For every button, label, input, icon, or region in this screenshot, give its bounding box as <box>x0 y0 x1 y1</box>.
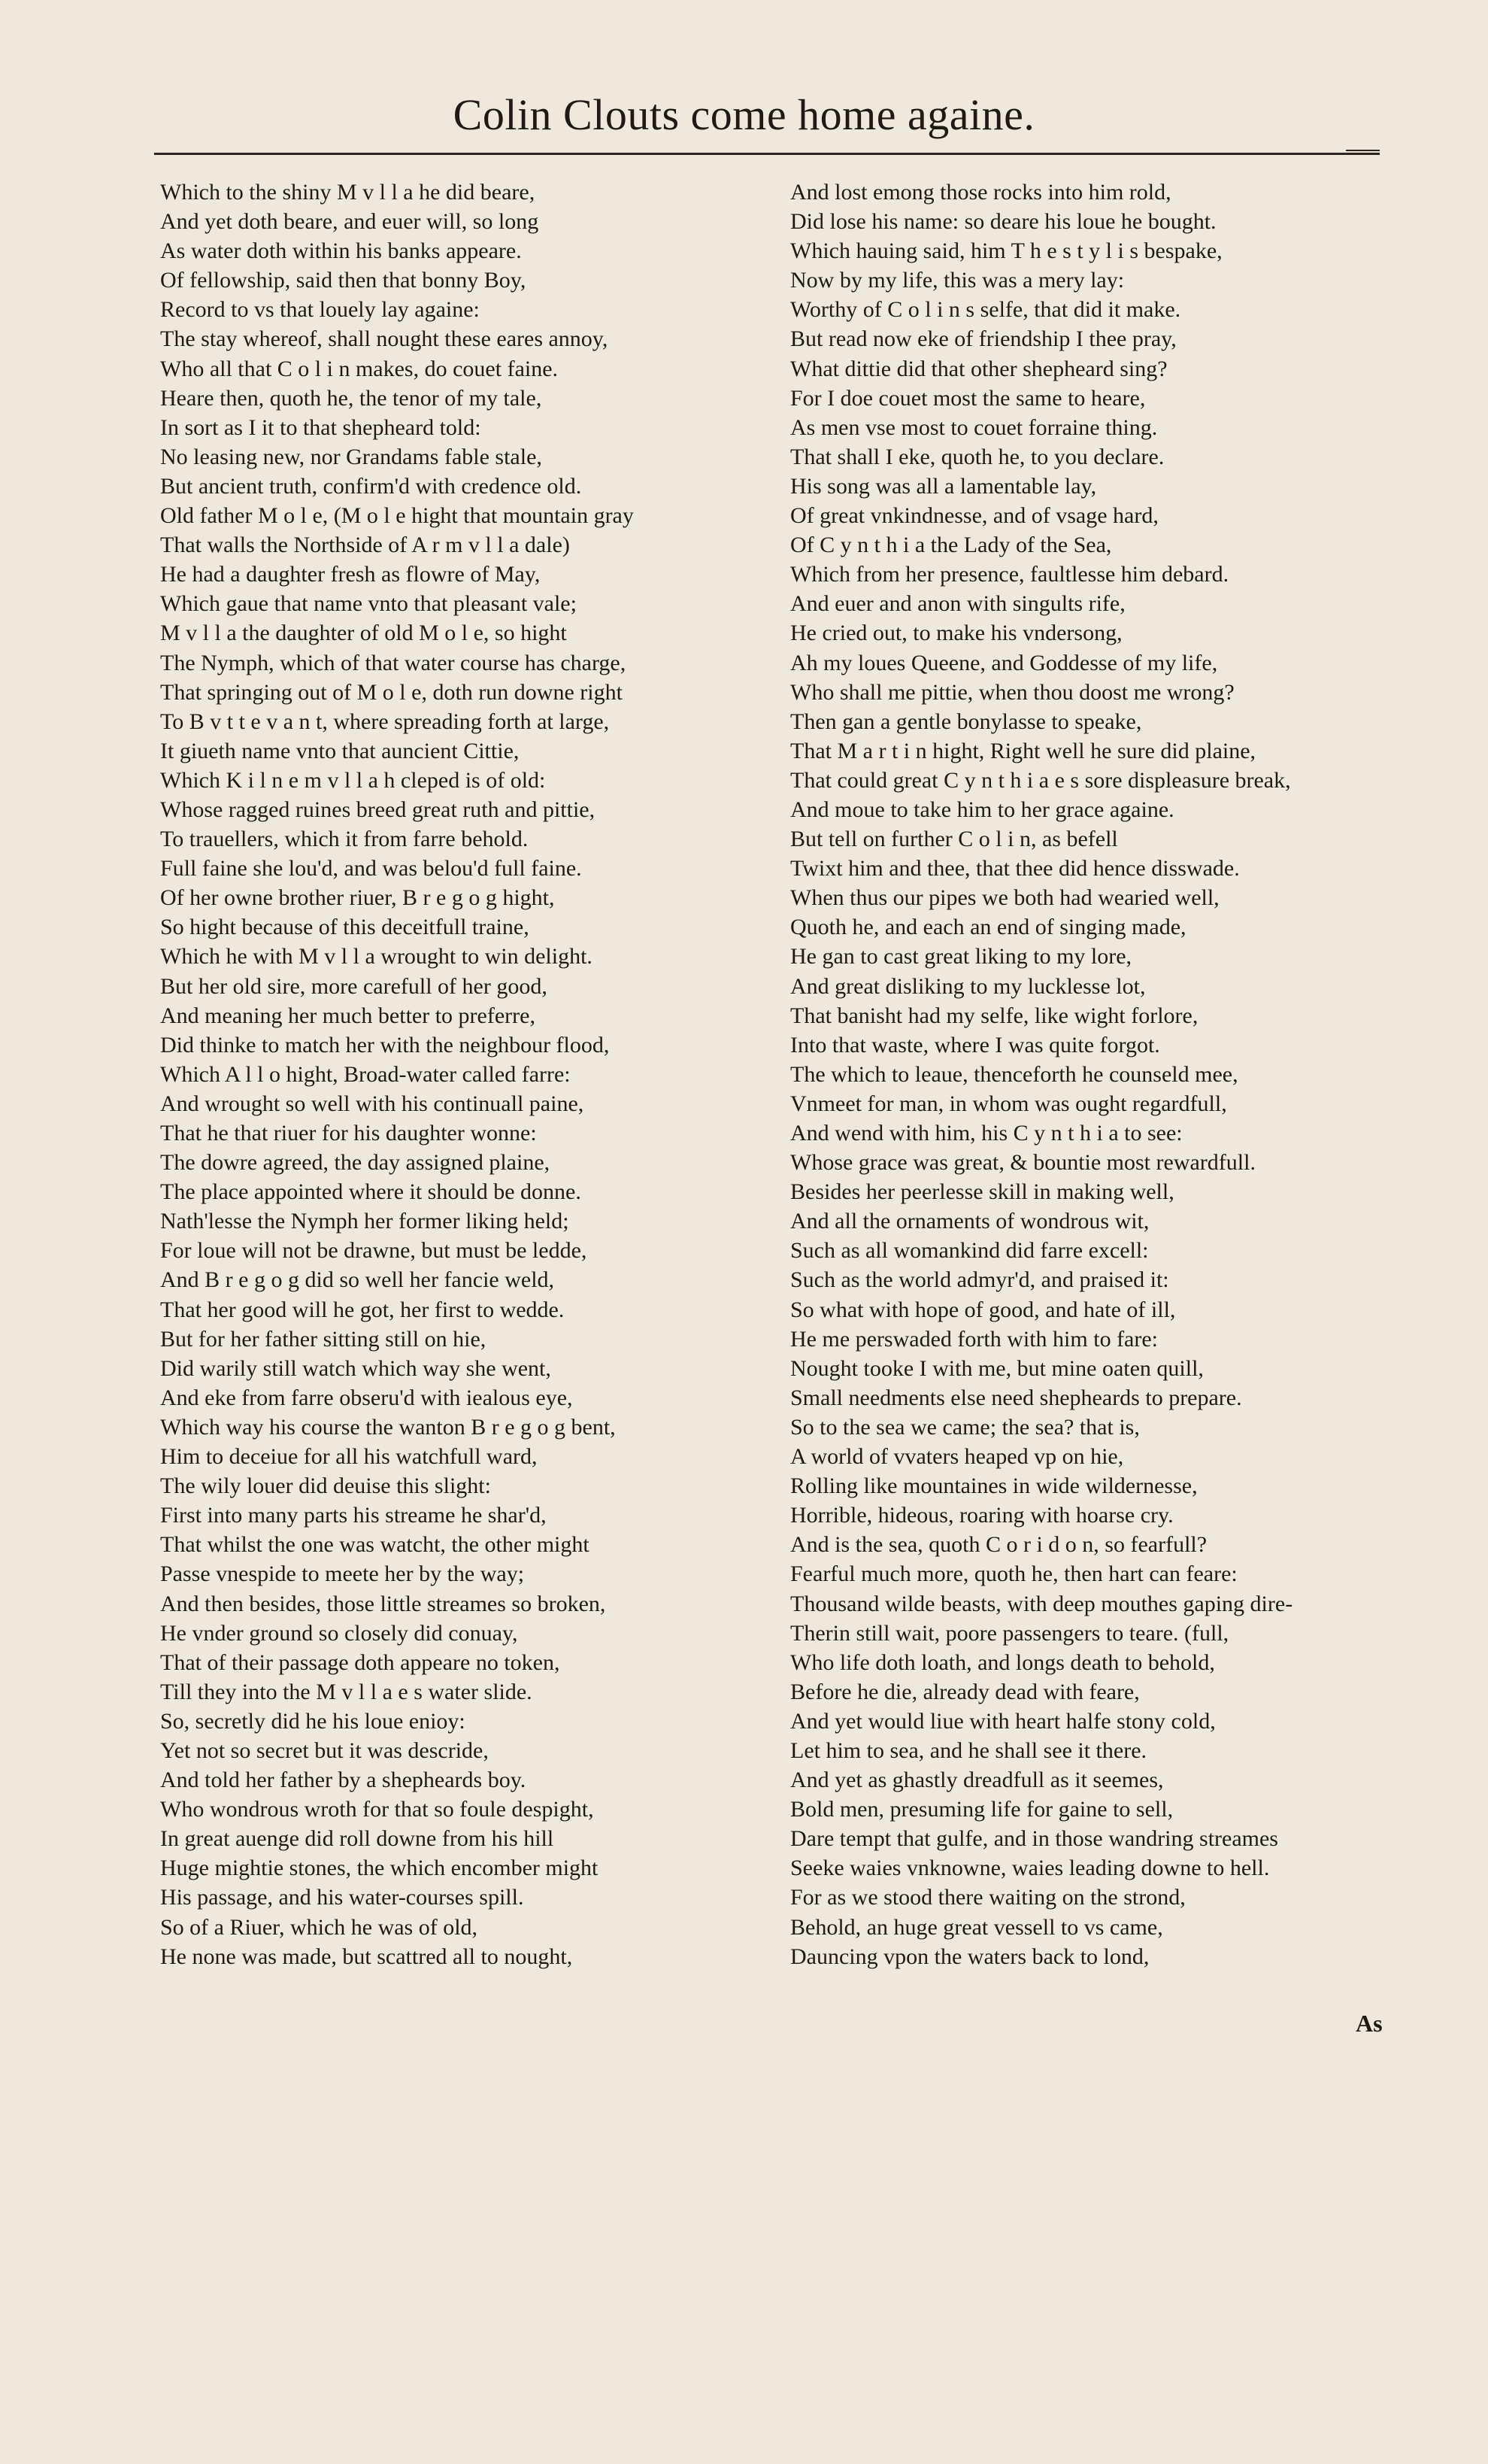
verse-line: That her good will he got, her first to wedde. <box>160 1297 565 1322</box>
verse-line: And is the sea, quoth C o r i d o n, so fearfull? <box>790 1532 1208 1558</box>
verse-line: Let him to sea, and he shall see it there. <box>790 1737 1147 1763</box>
verse-line: So to the sea we came; the sea? that is, <box>790 1414 1140 1440</box>
verse-line: In sort as I it to that shepheard told: <box>160 414 481 440</box>
verse-line: Which gaue that name vnto that pleasant vale; <box>160 591 577 617</box>
verse-line: But ancient truth, confirm'd with credence old. <box>160 473 582 499</box>
verse-line: And euer and anon with singults rife, <box>790 591 1126 617</box>
verse-line: Of her owne brother riuer, B r e g o g hight, <box>160 885 555 911</box>
title-rule <box>154 153 1380 155</box>
verse-line: Who shall me pittie, when thou doost me wrong? <box>790 679 1235 705</box>
verse-line: But tell on further C o l i n, as befell <box>790 827 1118 852</box>
verse-line: Huge mightie stones, the which encomber might <box>160 1856 599 1881</box>
verse-line: And B r e g o g did so well her fancie weld, <box>160 1267 555 1293</box>
verse-line: Worthy of C o l i n s selfe, that did it make. <box>790 297 1181 323</box>
verse-line: That walls the Northside of A r m v l l a dale) <box>160 533 570 558</box>
verse-line: Bold men, presuming life for gaine to sell, <box>790 1797 1174 1822</box>
verse-line: Of great vnkindnesse, and of vsage hard, <box>790 503 1159 529</box>
verse-line: But read now eke of friendship I thee pray, <box>790 326 1177 352</box>
verse-line: Before he die, already dead with feare, <box>790 1679 1140 1704</box>
verse-line: But her old sire, more carefull of her good, <box>160 973 547 999</box>
verse-line: The dowre agreed, the day assigned plaine, <box>160 1150 550 1176</box>
verse-line: It giueth name vnto that auncient Cittie, <box>160 738 520 763</box>
verse-line: His passage, and his water-courses spill. <box>160 1885 524 1910</box>
verse-line: No leasing new, nor Grandams fable stale, <box>160 444 542 469</box>
verse-line: Seeke waies vnknowne, waies leading downe to hell. <box>790 1856 1270 1881</box>
verse-line: Who wondrous wroth for that so foule despight, <box>160 1797 594 1822</box>
verse-line: That banisht had my selfe, like wight forlore, <box>790 1003 1199 1028</box>
verse-line: Twixt him and thee, that thee did hence disswade. <box>790 856 1240 882</box>
page-title: Colin Clouts come home againe. <box>453 90 1035 139</box>
verse-line: Now by my life, this was a mery lay: <box>790 268 1125 293</box>
title-rule-end <box>1346 150 1380 157</box>
verse-line: And wend with him, his C y n t h i a to see: <box>790 1121 1183 1146</box>
verse-line: Small needments else need shepheards to prepare. <box>790 1385 1242 1410</box>
verse-line: Besides her peerlesse skill in making well, <box>790 1179 1174 1205</box>
verse-line: That of their passage doth appeare no token, <box>160 1649 560 1675</box>
verse-line: Which hauing said, him T h e s t y l i s bespake, <box>790 238 1223 264</box>
verse-line: The which to leaue, thenceforth he counseld mee, <box>790 1061 1238 1087</box>
verse-line: Whose ragged ruines breed great ruth and pittie, <box>160 797 596 822</box>
verse-line: Whose grace was great, & bountie most rewardfull. <box>790 1150 1256 1176</box>
verse-line: The place appointed where it should be donne. <box>160 1179 581 1205</box>
verse-line: He vnder ground so closely did conuay, <box>160 1620 518 1646</box>
verse-line: Yet not so secret but it was descride, <box>160 1737 489 1763</box>
verse-line: That M a r t i n hight, Right well he sure did plaine, <box>790 738 1256 763</box>
verse-line: And wrought so well with his continuall paine, <box>160 1091 584 1116</box>
verse-line: In great auenge did roll downe from his hill <box>160 1826 554 1852</box>
verse-line: Which from her presence, faultlesse him debard. <box>790 562 1229 587</box>
verse-line: Behold, an huge great vessell to vs came, <box>790 1914 1163 1940</box>
verse-line: That springing out of M o l e, doth run downe right <box>160 679 623 705</box>
verse-line: So what with hope of good, and hate of ill, <box>790 1297 1176 1322</box>
verse-line: That could great C y n t h i a e s sore displeasure break, <box>790 767 1291 793</box>
verse-line: Old father M o l e, (M o l e hight that mountain gray <box>160 503 634 529</box>
verse-line: To trauellers, which it from farre behold. <box>160 827 529 852</box>
verse-line: Did warily still watch which way she went, <box>160 1355 551 1381</box>
verse-line: Did thinke to match her with the neighbour flood, <box>160 1032 610 1058</box>
verse-line: But for her father sitting still on hie, <box>160 1326 486 1352</box>
verse-line: Till they into the M v l l a e s water slide. <box>160 1679 532 1704</box>
verse-line: He none was made, but scattred all to nought, <box>160 1944 573 1969</box>
verse-line: So of a Riuer, which he was of old, <box>160 1914 478 1940</box>
verse-line: And yet as ghastly dreadfull as it seemes, <box>790 1768 1164 1793</box>
verse-line: And yet would liue with heart halfe stony cold, <box>790 1708 1216 1734</box>
verse-line: Of fellowship, said then that bonny Boy, <box>160 268 526 293</box>
verse-line: Dauncing vpon the waters back to lond, <box>790 1944 1150 1969</box>
verse-line: Passe vnespide to meete her by the way; <box>160 1561 525 1587</box>
verse-line: Such as all womankind did farre excell: <box>790 1238 1149 1264</box>
verse-line: Full faine she lou'd, and was belou'd full faine. <box>160 856 582 882</box>
verse-line: Ah my loues Queene, and Goddesse of my life, <box>790 650 1218 675</box>
verse-line: Record to vs that louely lay againe: <box>160 297 480 323</box>
verse-line: And all the ornaments of wondrous wit, <box>790 1209 1150 1234</box>
catchword: As <box>1356 2010 1383 2037</box>
verse-line: That whilst the one was watcht, the other might <box>160 1532 589 1558</box>
verse-line: And moue to take him to her grace againe. <box>790 797 1174 822</box>
verse-line: To B v t t e v a n t, where spreading forth at large, <box>160 709 610 734</box>
verse-line: That he that riuer for his daughter wonne: <box>160 1121 537 1146</box>
verse-line: And told her father by a shepheards boy. <box>160 1768 526 1793</box>
verse-line: He had a daughter fresh as flowre of May, <box>160 562 541 587</box>
verse-line: Horrible, hideous, roaring with hoarse cry. <box>790 1503 1174 1528</box>
verse-line: So hight because of this deceitfull traine, <box>160 915 529 940</box>
verse-line: And eke from farre obseru'd with iealous eye, <box>160 1385 573 1410</box>
verse-line: Such as the world admyr'd, and praised it: <box>790 1267 1169 1293</box>
verse-line: M v l l a the daughter of old M o l e, so hight <box>160 621 567 646</box>
verse-line: And yet doth beare, and euer will, so long <box>160 209 539 235</box>
verse-line: And great disliking to my lucklesse lot, <box>790 973 1146 999</box>
verse-line: Dare tempt that gulfe, and in those wandring streames <box>790 1826 1278 1852</box>
verse-line: Into that waste, where I was quite forgot. <box>790 1032 1160 1058</box>
verse-line: Nought tooke I with me, but mine oaten quill, <box>790 1355 1204 1381</box>
verse-line: For loue will not be drawne, but must be ledde, <box>160 1238 587 1264</box>
verse-line: Vnmeet for man, in whom was ought regardfull, <box>790 1091 1227 1116</box>
verse-line: Him to deceiue for all his watchfull ward, <box>160 1444 538 1470</box>
left-column <box>160 178 777 1971</box>
verse-line: And meaning her much better to preferre, <box>160 1003 535 1028</box>
verse-line: The stay whereof, shall nought these eares annoy, <box>160 326 608 352</box>
verse-line: He gan to cast great liking to my lore, <box>790 944 1132 970</box>
verse-line: Then gan a gentle bonylasse to speake, <box>790 709 1142 734</box>
verse-line: As water doth within his banks appeare. <box>160 238 522 264</box>
verse-line: The Nymph, which of that water course has charge, <box>160 650 626 675</box>
verse-line: Did lose his name: so deare his loue he bought. <box>790 209 1217 235</box>
verse-line: He cried out, to make his vndersong, <box>790 621 1123 646</box>
verse-line: So, secretly did he his loue enioy: <box>160 1708 465 1734</box>
right-column <box>790 178 1407 1971</box>
verse-line: Quoth he, and each an end of singing made, <box>790 915 1186 940</box>
verse-line: Which A l l o hight, Broad-water called farre: <box>160 1061 571 1087</box>
verse-line: And then besides, those little streames so broken, <box>160 1591 606 1616</box>
verse-line: Of C y n t h i a the Lady of the Sea, <box>790 533 1112 558</box>
verse-line: What dittie did that other shepheard sing? <box>790 356 1168 381</box>
verse-line: His song was all a lamentable lay, <box>790 473 1097 499</box>
verse-line: A world of vvaters heaped vp on hie, <box>790 1444 1124 1470</box>
verse-line: Which to the shiny M v l l a he did beare, <box>160 180 535 205</box>
verse-line: That shall I eke, quoth he, to you declare. <box>790 444 1165 469</box>
verse-line: The wily louer did deuise this slight: <box>160 1473 491 1499</box>
verse-line: Rolling like mountaines in wide wildernesse, <box>790 1473 1198 1499</box>
verse-line: Fearful much more, quoth he, then hart can feare: <box>790 1561 1238 1587</box>
verse-line: Who life doth loath, and longs death to behold, <box>790 1649 1215 1675</box>
verse-line: First into many parts his streame he shar'd, <box>160 1503 547 1528</box>
verse-line: He me perswaded forth with him to fare: <box>790 1326 1159 1352</box>
verse-line: Thousand wilde beasts, with deep mouthes gaping dire- <box>790 1591 1293 1616</box>
verse-line: Which he with M v l l a wrought to win delight. <box>160 944 592 970</box>
verse-line: For I doe couet most the same to heare, <box>790 385 1146 411</box>
verse-line: Which way his course the wanton B r e g o g bent, <box>160 1414 616 1440</box>
verse-line: And lost emong those rocks into him rold, <box>790 180 1171 205</box>
verse-line: For as we stood there waiting on the strond, <box>790 1885 1186 1910</box>
verse-line: Therin still wait, poore passengers to teare. (full, <box>790 1620 1229 1646</box>
verse-line: Heare then, quoth he, the tenor of my tale, <box>160 385 542 411</box>
verse-line: Nath'lesse the Nymph her former liking held; <box>160 1209 569 1234</box>
verse-line: As men vse most to couet forraine thing. <box>790 414 1158 440</box>
verse-line: Which K i l n e m v l l a h cleped is of old: <box>160 767 546 793</box>
verse-line: When thus our pipes we both had wearied well, <box>790 885 1220 911</box>
verse-line: Who all that C o l i n makes, do couet faine. <box>160 356 559 381</box>
